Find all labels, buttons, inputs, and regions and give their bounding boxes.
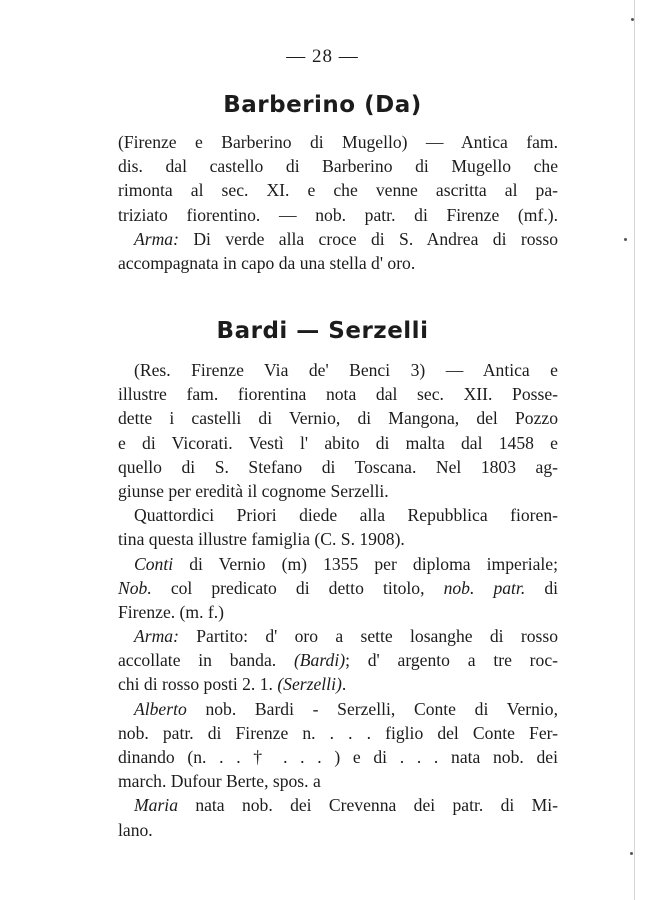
text-line: accompagnata in capo da una stella d' oro. <box>118 252 416 273</box>
scan-speck <box>624 238 627 241</box>
text-line: dette i castelli di Vernio, di Mangona, del Pozzo <box>118 408 558 429</box>
page-number: — 28 — <box>286 46 359 67</box>
text-line: (Firenze e Barberino di Mugello) — Antica fam. <box>118 132 558 152</box>
entry-body-barberino <box>118 130 558 275</box>
scan-speck <box>631 18 634 21</box>
text-line: chi di rosso posti 2. 1. (Serzelli). <box>118 674 347 695</box>
text-line: (Res. Firenze Via de' Benci 3) — Antica e <box>134 360 558 380</box>
text-line: march. Dufour Berte, spos. a <box>118 771 321 792</box>
entry-body-bardi-serzelli <box>118 358 558 842</box>
text-line: Alberto nob. Bardi - Serzelli, Conte di Vernio, <box>134 698 558 719</box>
entry-title-barberino: Barberino (Da) <box>223 92 422 118</box>
text-line: Quattordici Priori diede alla Repubblica fioren- <box>134 505 558 526</box>
text-line: Firenze. (m. f.) <box>118 601 225 622</box>
page-edge-line <box>634 0 635 900</box>
text-line: dis. dal castello di Barberino di Mugello che <box>118 156 558 177</box>
text-line: giunse per eredità il cognome Serzelli. <box>118 480 389 501</box>
text-line: Arma: Di verde alla croce di S. Andrea di rosso <box>134 228 558 249</box>
text-line: Nob. col predicato di detto titolo, nob. patr. di <box>118 577 558 598</box>
text-line: e di Vicorati. Vestì l' abito di malta dal 1458 e <box>118 432 558 453</box>
text-line: nob. patr. di Firenze n. . . . figlio del Conte Fer- <box>118 722 558 743</box>
text-line: illustre fam. fiorentina nota dal sec. XII. Posse- <box>118 384 558 405</box>
text-line: triziato fiorentino. — nob. patr. di Firenze (mf.). <box>118 204 558 225</box>
text-line: lano. <box>118 819 153 840</box>
text-line: Maria nata nob. dei Crevenna dei patr. di Mi- <box>134 795 558 816</box>
text-line: rimonta al sec. XI. e che venne ascritta al pa- <box>118 180 558 201</box>
text-line: Arma: Partito: d' oro a sette losanghe di rosso <box>134 626 558 647</box>
text-line: accollate in banda. (Bardi); d' argento a tre roc- <box>118 650 558 671</box>
text-line: tina questa illustre famiglia (C. S. 1908). <box>118 529 405 550</box>
entry-title-bardi-serzelli: Bardi — Serzelli <box>216 318 429 344</box>
scan-speck <box>630 852 633 855</box>
text-line: dinando (n. . . † . . . ) e di . . . nata nob. dei <box>118 747 558 767</box>
text-line: quello di S. Stefano di Toscana. Nel 1803 ag- <box>118 456 558 477</box>
text-line: Conti di Vernio (m) 1355 per diploma imperiale; <box>134 553 558 574</box>
